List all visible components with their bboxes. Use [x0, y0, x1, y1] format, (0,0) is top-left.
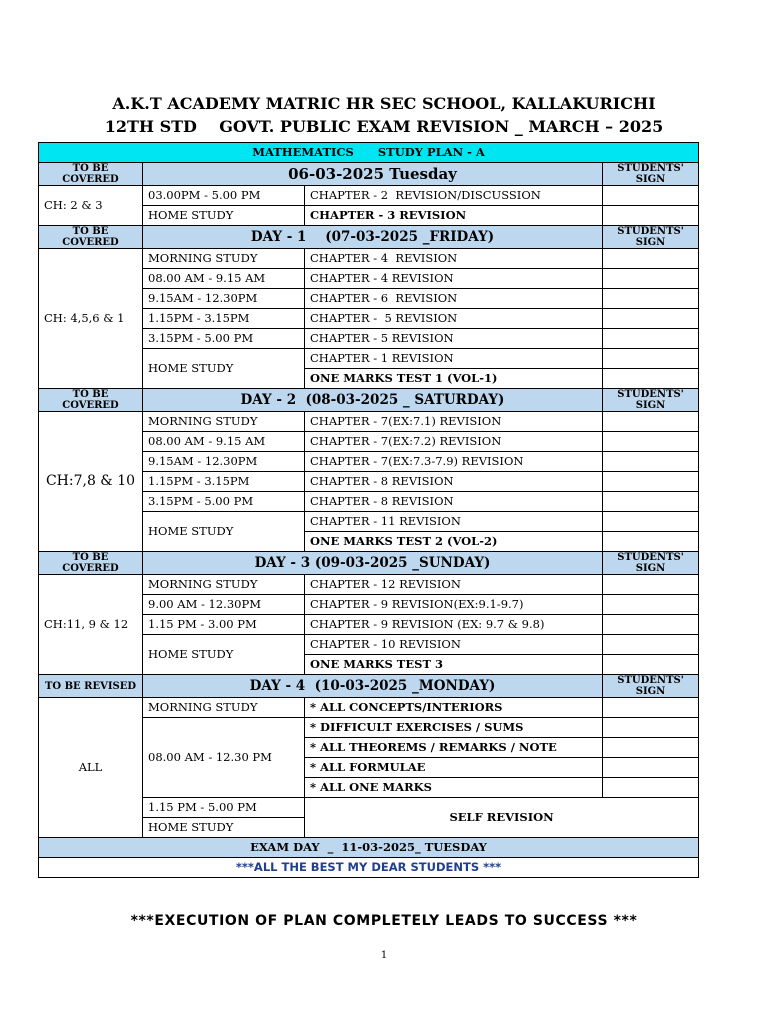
time-cell: HOME STUDY: [143, 349, 305, 389]
task-cell: CHAPTER - 9 REVISION (EX: 9.7 & 9.8): [305, 615, 603, 635]
time-cell: 03.00PM - 5.00 PM: [143, 186, 305, 206]
sign-cell[interactable]: [603, 615, 699, 635]
task-cell: CHAPTER - 2 REVISION/DISCUSSION: [305, 186, 603, 206]
covered-label: TO BE COVERED: [39, 552, 143, 575]
sign-cell[interactable]: [603, 249, 699, 269]
table-row: [39, 249, 699, 269]
time-cell: MORNING STUDY: [143, 575, 305, 595]
table-row: [39, 698, 699, 718]
day-heading: DAY - 3 (09-03-2025 _SUNDAY): [143, 552, 603, 575]
sign-cell[interactable]: [603, 412, 699, 432]
page-number: 1: [380, 950, 388, 961]
time-cell: 9.15AM - 12.30PM: [143, 452, 305, 472]
task-cell: * ALL ONE MARKS: [305, 778, 603, 798]
time-cell: HOME STUDY: [143, 512, 305, 552]
table-row: [39, 186, 699, 206]
sign-cell[interactable]: [603, 289, 699, 309]
time-cell: MORNING STUDY: [143, 412, 305, 432]
time-cell: HOME STUDY: [143, 206, 305, 226]
time-cell: HOME STUDY: [143, 818, 305, 838]
section-header: [39, 552, 699, 575]
time-cell: 9.15AM - 12.30PM: [143, 289, 305, 309]
section-header: [39, 389, 699, 412]
sign-cell[interactable]: [603, 655, 699, 675]
section-header: [39, 163, 699, 186]
covered-label: TO BE COVERED: [39, 163, 143, 186]
exam-title: 12TH STD GOVT. PUBLIC EXAM REVISION _ MARCH – 2025: [104, 117, 664, 136]
task-cell: CHAPTER - 5 REVISION: [305, 309, 603, 329]
motto: ***EXECUTION OF PLAN COMPLETELY LEADS TO SUCCESS ***: [130, 913, 638, 929]
task-cell: * ALL CONCEPTS/INTERIORS: [305, 698, 603, 718]
sign-label: STUDENTS' SIGN: [603, 675, 699, 698]
time-cell: 08.00 AM - 9.15 AM: [143, 432, 305, 452]
self-revision-cell: SELF REVISION: [305, 798, 699, 838]
covered-label: TO BE COVERED: [39, 389, 143, 412]
chapter-scope: CH: 2 & 3: [39, 186, 143, 226]
section-header: [39, 226, 699, 249]
day-heading: 06-03-2025 Tuesday: [143, 163, 603, 186]
plan-title: MATHEMATICS STUDY PLAN - A: [39, 143, 699, 163]
sign-cell[interactable]: [603, 369, 699, 389]
school-name: A.K.T ACADEMY MATRIC HR SEC SCHOOL, KALLAKURICHI: [112, 94, 656, 113]
task-cell: CHAPTER - 7(EX:7.1) REVISION: [305, 412, 603, 432]
study-plan-table: [38, 142, 699, 878]
section-header: [39, 675, 699, 698]
task-cell: CHAPTER - 5 REVISION: [305, 329, 603, 349]
sign-cell[interactable]: [603, 472, 699, 492]
sign-cell[interactable]: [603, 206, 699, 226]
task-cell: CHAPTER - 12 REVISION: [305, 575, 603, 595]
task-cell: * ALL FORMULAE: [305, 758, 603, 778]
sign-cell[interactable]: [603, 512, 699, 532]
sign-cell[interactable]: [603, 269, 699, 289]
task-cell: CHAPTER - 10 REVISION: [305, 635, 603, 655]
time-cell: 1.15 PM - 3.00 PM: [143, 615, 305, 635]
day-heading: DAY - 4 (10-03-2025 _MONDAY): [143, 675, 603, 698]
day-heading: DAY - 2 (08-03-2025 _ SATURDAY): [143, 389, 603, 412]
time-cell: 9.00 AM - 12.30PM: [143, 595, 305, 615]
best-wishes: ***ALL THE BEST MY DEAR STUDENTS ***: [39, 858, 699, 878]
task-cell: CHAPTER - 8 REVISION: [305, 472, 603, 492]
task-cell: CHAPTER - 7(EX:7.3-7.9) REVISION: [305, 452, 603, 472]
chapter-scope: CH:11, 9 & 12: [39, 575, 143, 675]
sign-cell[interactable]: [603, 492, 699, 512]
sign-cell[interactable]: [603, 738, 699, 758]
task-cell: ONE MARKS TEST 2 (VOL-2): [305, 532, 603, 552]
time-cell: MORNING STUDY: [143, 698, 305, 718]
time-cell: 1.15PM - 3.15PM: [143, 472, 305, 492]
sign-cell[interactable]: [603, 532, 699, 552]
task-cell: CHAPTER - 4 REVISION: [305, 269, 603, 289]
sign-cell[interactable]: [603, 452, 699, 472]
time-cell: 08.00 AM - 9.15 AM: [143, 269, 305, 289]
chapter-scope: ALL: [39, 698, 143, 838]
sign-cell[interactable]: [603, 186, 699, 206]
task-cell: CHAPTER - 11 REVISION: [305, 512, 603, 532]
sign-cell[interactable]: [603, 698, 699, 718]
task-cell: CHAPTER - 8 REVISION: [305, 492, 603, 512]
sign-cell[interactable]: [603, 595, 699, 615]
sign-label: STUDENTS' SIGN: [603, 226, 699, 249]
task-cell: CHAPTER - 3 REVISION: [305, 206, 603, 226]
time-cell: 3.15PM - 5.00 PM: [143, 492, 305, 512]
task-cell: * ALL THEOREMS / REMARKS / NOTE: [305, 738, 603, 758]
time-cell: MORNING STUDY: [143, 249, 305, 269]
time-cell: 1.15PM - 3.15PM: [143, 309, 305, 329]
task-cell: CHAPTER - 7(EX:7.2) REVISION: [305, 432, 603, 452]
time-cell: 1.15 PM - 5.00 PM: [143, 798, 305, 818]
sign-cell[interactable]: [603, 778, 699, 798]
covered-label: TO BE COVERED: [39, 226, 143, 249]
time-cell: HOME STUDY: [143, 635, 305, 675]
time-cell: 3.15PM - 5.00 PM: [143, 329, 305, 349]
chapter-scope: CH: 4,5,6 & 1: [39, 249, 143, 389]
sign-cell[interactable]: [603, 309, 699, 329]
task-cell: ONE MARKS TEST 1 (VOL-1): [305, 369, 603, 389]
sign-cell[interactable]: [603, 575, 699, 595]
table-row: [39, 412, 699, 432]
task-cell: CHAPTER - 6 REVISION: [305, 289, 603, 309]
sign-label: STUDENTS' SIGN: [603, 163, 699, 186]
day-heading: DAY - 1 (07-03-2025 _FRIDAY): [143, 226, 603, 249]
sign-label: STUDENTS' SIGN: [603, 552, 699, 575]
table-row: [39, 575, 699, 595]
covered-label: TO BE REVISED: [39, 675, 143, 698]
time-cell: 08.00 AM - 12.30 PM: [143, 718, 305, 798]
exam-day: EXAM DAY _ 11-03-2025_ TUESDAY: [39, 838, 699, 858]
sign-cell[interactable]: [603, 758, 699, 778]
task-cell: CHAPTER - 1 REVISION: [305, 349, 603, 369]
sign-cell[interactable]: [603, 329, 699, 349]
sign-cell[interactable]: [603, 718, 699, 738]
task-cell: CHAPTER - 9 REVISION(EX:9.1-9.7): [305, 595, 603, 615]
task-cell: * DIFFICULT EXERCISES / SUMS: [305, 718, 603, 738]
sign-cell[interactable]: [603, 432, 699, 452]
sign-cell[interactable]: [603, 349, 699, 369]
sign-cell[interactable]: [603, 635, 699, 655]
task-cell: ONE MARKS TEST 3: [305, 655, 603, 675]
sign-label: STUDENTS' SIGN: [603, 389, 699, 412]
task-cell: CHAPTER - 4 REVISION: [305, 249, 603, 269]
chapter-scope: CH:7,8 & 10: [39, 412, 143, 552]
